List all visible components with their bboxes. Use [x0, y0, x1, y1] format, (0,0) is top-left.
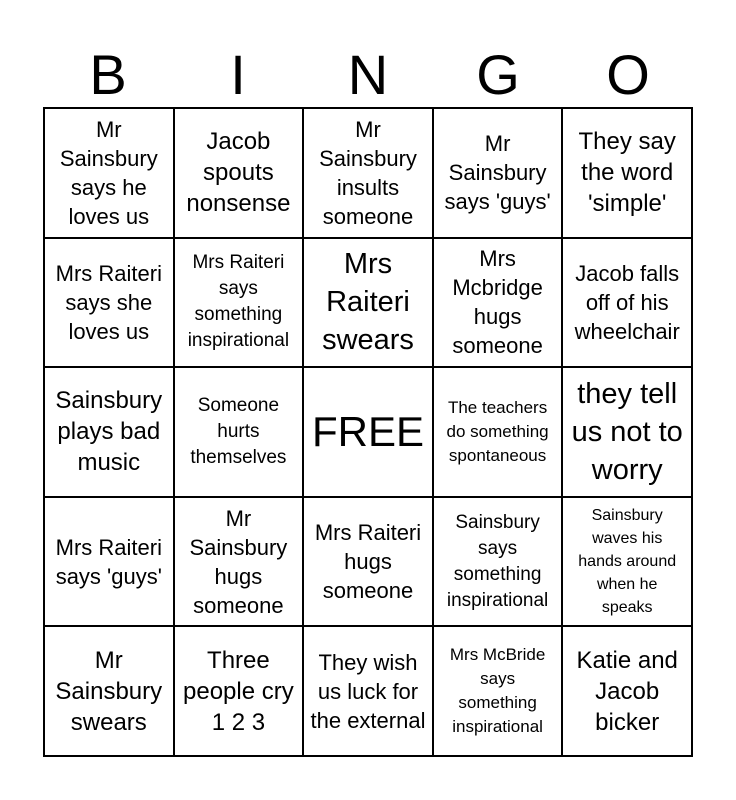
cell-text: Jacob falls off of his wheelchair: [574, 260, 680, 344]
bingo-cell[interactable]: [44, 108, 174, 238]
bingo-cell[interactable]: [303, 108, 433, 238]
cell-text: The teachers do something spontaneous: [446, 397, 549, 465]
cell-text: Sainsbury plays bad music: [55, 387, 163, 477]
cell-text: They say the word 'simple': [578, 128, 676, 218]
cell-text: Jacob spouts nonsense: [186, 128, 291, 218]
cell-text: Mrs Raiteri hugs someone: [314, 520, 422, 604]
bingo-cell[interactable]: [44, 626, 174, 756]
bingo-cell[interactable]: [562, 108, 692, 238]
bingo-cell[interactable]: [433, 367, 563, 497]
cell-text: Three people cry 1 2 3: [183, 646, 294, 736]
cell-text: Mr Sainsbury insults someone: [319, 116, 417, 229]
header-letter-n: N: [347, 43, 389, 106]
bingo-cell[interactable]: [303, 238, 433, 368]
cell-text: Mr Sainsbury says he loves us: [59, 116, 158, 229]
bingo-cell[interactable]: [44, 367, 174, 497]
bingo-cell[interactable]: [562, 238, 692, 368]
bingo-cell[interactable]: [174, 108, 304, 238]
bingo-cell[interactable]: [562, 626, 692, 756]
bingo-cell[interactable]: [562, 367, 692, 497]
bingo-cell[interactable]: [174, 626, 304, 756]
bingo-cell[interactable]: [433, 497, 563, 627]
bingo-grid: [43, 107, 693, 757]
header-letter-o: O: [606, 43, 650, 106]
bingo-cell[interactable]: [174, 497, 304, 627]
cell-text: Mrs Raiteri swears: [322, 248, 414, 357]
header-letter-i: I: [230, 43, 246, 106]
cell-text: Mr Sainsbury swears: [55, 646, 163, 736]
cell-text: They wish us luck for the external: [310, 649, 426, 733]
bingo-cell[interactable]: [174, 367, 304, 497]
bingo-cell[interactable]: [44, 497, 174, 627]
bingo-header: [43, 44, 693, 106]
bingo-cell[interactable]: [303, 626, 433, 756]
bingo-cell[interactable]: [44, 238, 174, 368]
cell-text: Sainsbury waves his hands around when he speaks: [578, 507, 677, 617]
header-letter-b: B: [89, 43, 127, 106]
cell-text: Mrs Raiteri says 'guys': [55, 534, 162, 589]
cell-text: Katie and Jacob bicker: [576, 646, 678, 736]
cell-text: Mrs McBride says something inspirational: [449, 645, 546, 737]
header-letter-g: G: [476, 43, 520, 106]
cell-text: they tell us not to worry: [571, 377, 683, 486]
cell-text: Mrs Raiteri says she loves us: [55, 260, 162, 344]
free-space-cell[interactable]: [303, 367, 433, 497]
cell-text: Mr Sainsbury hugs someone: [189, 505, 288, 618]
cell-text: Mrs Raiteri says something inspirational: [187, 252, 290, 352]
bingo-cell[interactable]: [433, 238, 563, 368]
cell-text: Mr Sainsbury says 'guys': [444, 131, 551, 215]
bingo-cell[interactable]: [174, 238, 304, 368]
cell-text: Sainsbury says something inspirational: [446, 511, 549, 611]
cell-text: Mrs Mcbridge hugs someone: [452, 246, 543, 359]
cell-text: Someone hurts themselves: [190, 394, 287, 468]
bingo-cell[interactable]: [433, 108, 563, 238]
free-space-text: FREE: [311, 407, 424, 455]
bingo-cell[interactable]: [303, 497, 433, 627]
bingo-cell[interactable]: [433, 626, 563, 756]
bingo-cell[interactable]: [562, 497, 692, 627]
